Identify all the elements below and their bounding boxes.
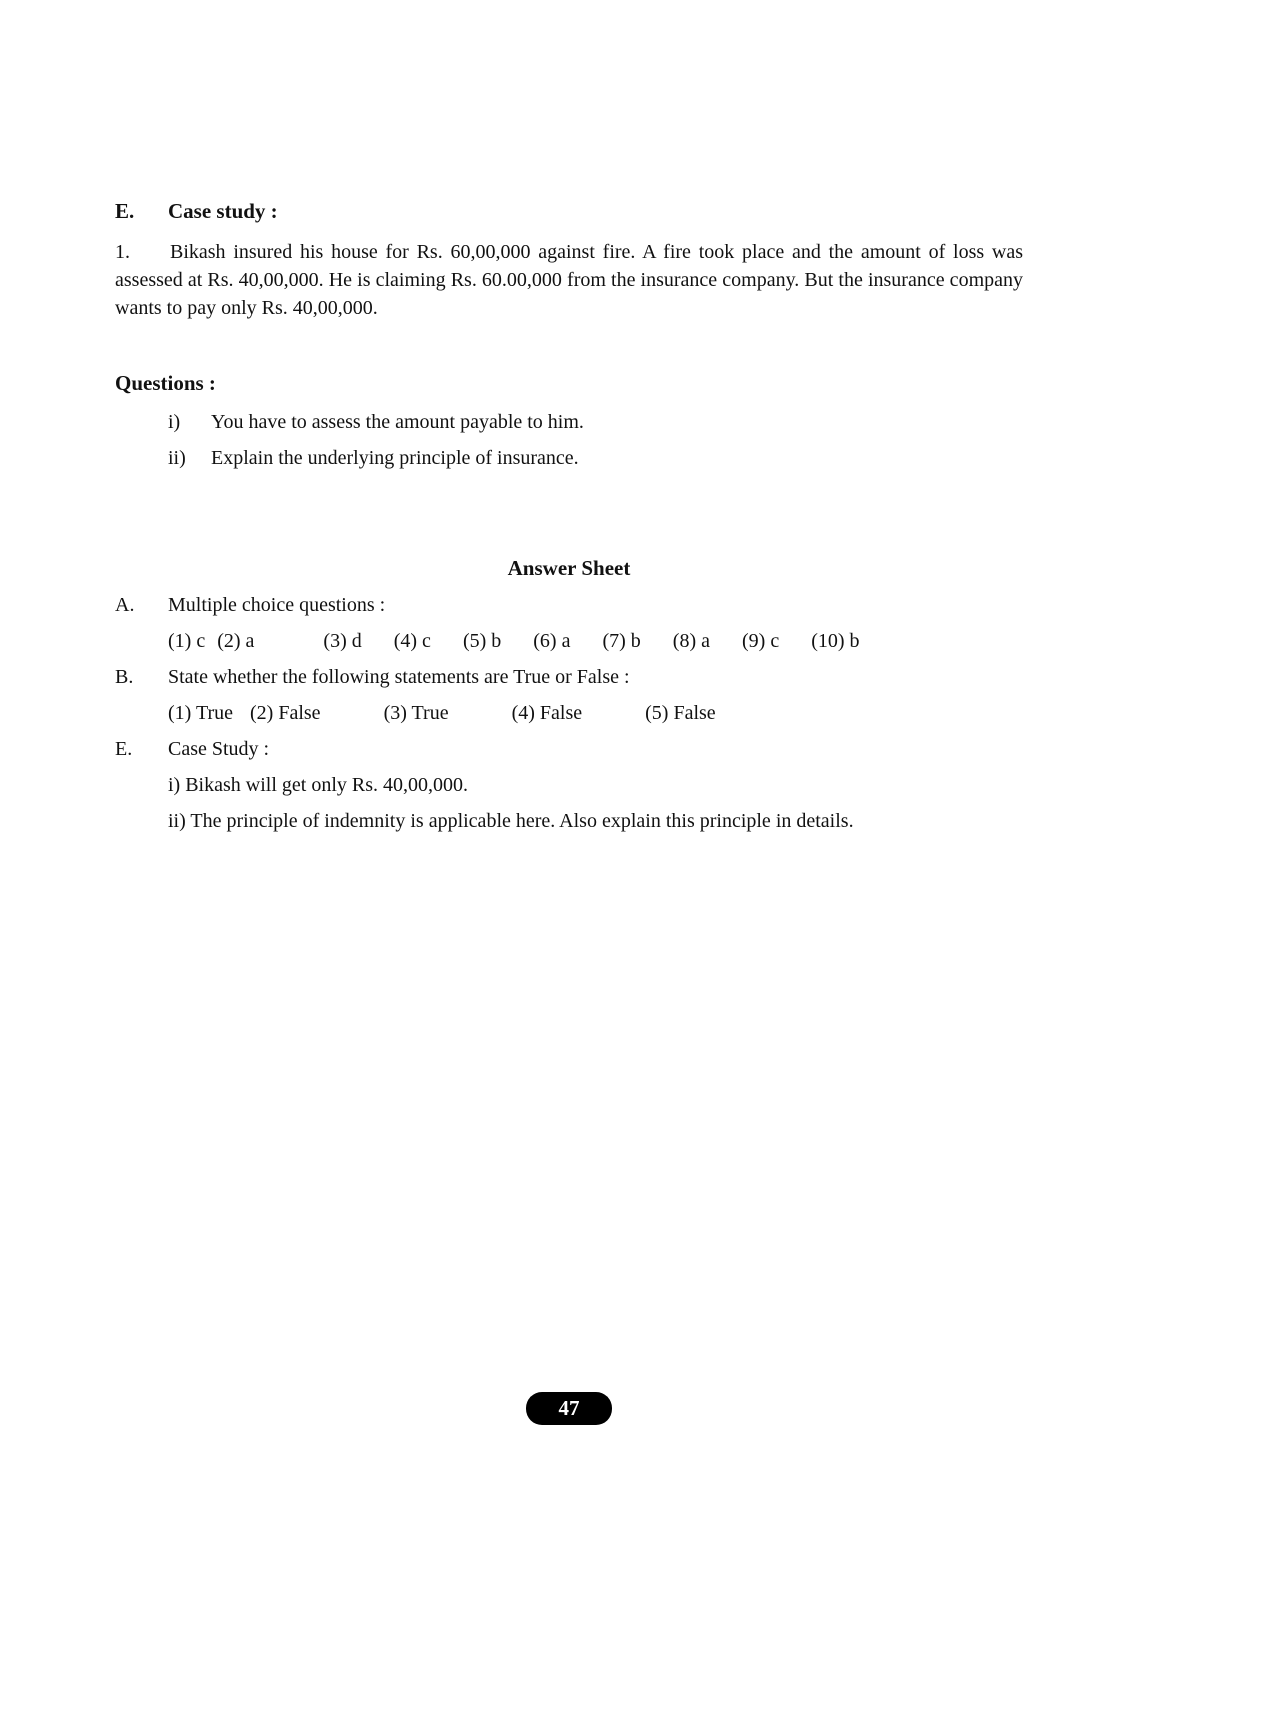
case-study-answer-i: i) Bikash will get only Rs. 40,00,000. bbox=[168, 774, 468, 796]
question-marker: ii) bbox=[168, 447, 186, 469]
tf-answer: (1) True bbox=[168, 702, 234, 724]
mcq-answer: (4) c bbox=[393, 630, 431, 652]
mcq-answer: (1) c bbox=[168, 630, 206, 652]
questions-list bbox=[115, 408, 1023, 472]
mcq-answer: (10) b bbox=[811, 630, 860, 652]
question-item bbox=[168, 408, 1023, 436]
mcq-answer: (2) a bbox=[217, 630, 255, 652]
answer-sheet-title: Answer Sheet bbox=[507, 556, 631, 580]
page-number-badge bbox=[526, 1392, 612, 1425]
question-item bbox=[168, 444, 1023, 472]
tf-answer: (4) False bbox=[511, 702, 583, 724]
question-marker: i) bbox=[168, 411, 181, 433]
section-e-heading-text: Case Study : bbox=[168, 738, 270, 760]
section-b-heading-text: State whether the following statements are True or False : bbox=[168, 666, 630, 688]
answer-section-b-heading bbox=[115, 663, 1023, 691]
section-a-label: A. bbox=[115, 594, 135, 616]
mcq-answer: (3) d bbox=[323, 630, 362, 652]
questions-heading: Questions : bbox=[115, 371, 216, 395]
tf-answer: (5) False bbox=[645, 702, 716, 724]
tf-answer: (3) True bbox=[383, 702, 449, 724]
case-study-paragraph bbox=[115, 238, 1023, 322]
case-study-title: Case study : bbox=[168, 199, 278, 223]
answer-section-e-heading bbox=[115, 735, 1023, 763]
question-text: Explain the underlying principle of insurance. bbox=[211, 447, 579, 469]
case-study-heading bbox=[115, 198, 1023, 224]
section-e-label: E. bbox=[115, 738, 133, 760]
mcq-answer: (5) b bbox=[462, 630, 502, 652]
true-false-answers-row bbox=[168, 699, 1023, 727]
case-study-body-text: Bikash insured his house for Rs. 60,00,000 against fire. A fire took place and the amount of loss was assessed at Rs. 40,00,000. He is claiming Rs. 60.00,000 from the insurance company. But the insurance company wants to pay only Rs. 40,00,000. bbox=[115, 241, 1023, 319]
case-study-item-number: 1. bbox=[115, 241, 130, 263]
mcq-answer: (7) b bbox=[602, 630, 641, 652]
case-study-answer-ii: ii) The principle of indemnity is applicable here. Also explain this principle in details. bbox=[168, 810, 854, 832]
mcq-answers-row bbox=[168, 627, 1023, 655]
case-study-label: E. bbox=[115, 199, 135, 223]
page-content bbox=[115, 198, 1023, 835]
page-number: 47 bbox=[558, 1396, 580, 1420]
question-text: You have to assess the amount payable to him. bbox=[211, 411, 584, 433]
section-b-label: B. bbox=[115, 666, 134, 688]
mcq-answer: (6) a bbox=[533, 630, 571, 652]
mcq-answer: (8) a bbox=[672, 630, 710, 652]
answer-section-a-heading bbox=[115, 591, 1023, 619]
mcq-answer: (9) c bbox=[742, 630, 780, 652]
section-a-heading-text: Multiple choice questions : bbox=[168, 594, 386, 616]
tf-answer: (2) False bbox=[250, 702, 321, 724]
